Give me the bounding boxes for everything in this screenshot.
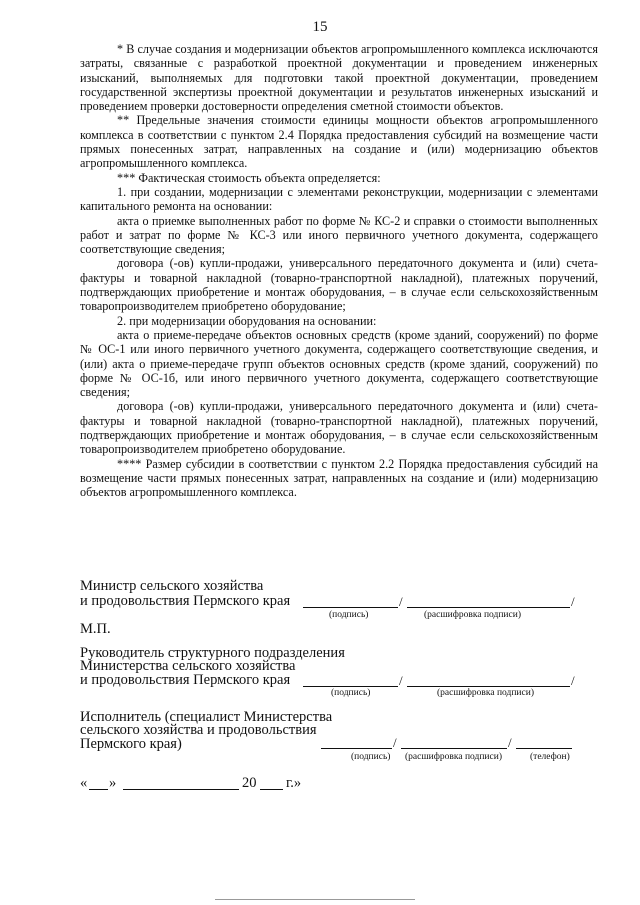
footnote-3-item-2-contract: договора (-ов) купли-продажи, универсального передаточного документа и (или) счета-фактуры и товарной накладной (товарно-транспортной накладной), платежных поручений, подтверждающих приобретение и монтаж оборудования, – в случае если сельскохозяйственным товаропроизводителем приобретено оборудование.	[80, 399, 598, 457]
date-block	[80, 776, 600, 796]
executor-signature-line[interactable]	[321, 748, 392, 749]
page-number: 15	[312, 19, 328, 35]
footnote-4: **** Размер субсидии в соответствии с пунктом 2.2 Порядка предоставления субсидий на возмещение части прямых понесенных затрат, направленных на создание и (или) модернизацию объектов агропромышленного комплекса.	[80, 456, 598, 500]
head-title-line2: Министерства сельского хозяйства	[80, 658, 296, 674]
date-close-quote: »	[109, 775, 117, 791]
footnote-3-item-2: 2. при модернизации оборудования на основании:	[117, 313, 377, 328]
executor-signature-block	[80, 710, 600, 765]
minister-name-line[interactable]	[407, 607, 570, 608]
footnote-2: ** Предельные значения стоимости единицы мощности объектов агропромышленного комплекса в соответствии с пунктом 2.4 Порядка предоставления субсидий на возмещение части прямых понесенных затрат, направленных на создание и (или) модернизацию объектов агропромышленного комплекса.	[80, 113, 598, 171]
executor-title-line2: сельского хозяйства и продовольствия	[80, 722, 317, 738]
minister-title-line2: и продовольствия Пермского края	[80, 593, 291, 609]
head-decode-caption: (расшифровка подписи)	[437, 688, 534, 698]
footnote-1: * В случае создания и модернизации объектов агропромышленного комплекса исключаются затраты, связанные с разработкой проектной документации и проведением инженерных изысканий, выполняемых для подготовки такой проектной документации, проведением государственной экспертизы проектной документации и результатов инженерных изысканий и проведением проверки достоверности определения сметной стоимости объектов.	[80, 42, 598, 114]
minister-title-line1: Министр сельского хозяйства	[80, 578, 264, 594]
stamp-block	[80, 622, 600, 640]
footnote-3-item-1: 1. при создании, модернизации с элементами реконструкции, модернизации с элементами капитального ремонта на основании:	[80, 184, 598, 214]
date-year-suffix: г.»	[286, 775, 302, 791]
bottom-rule	[215, 899, 415, 900]
separator-slash: /	[571, 594, 575, 609]
head-title-line1: Руководитель структурного подразделения	[80, 645, 345, 661]
executor-phone-line[interactable]	[516, 748, 572, 749]
executor-title-line3: Пермского края)	[80, 736, 182, 752]
head-signature-caption: (подпись)	[331, 688, 371, 698]
footnote-3-item-1-act: акта о приемке выполненных работ по форме № КС-2 и справки о стоимости выполненных работ и затрат по форме № КС-3 или иного первичного учетного документа, содержащего соответствующие сведения;	[80, 213, 598, 257]
executor-phone-caption: (телефон)	[530, 752, 570, 762]
executor-title-line1: Исполнитель (специалист Министерства	[80, 709, 333, 725]
separator-slash: /	[508, 735, 512, 750]
date-open-quote: «	[80, 775, 88, 791]
footnote-3-item-2-act: акта о приеме-передаче объектов основных средств (кроме зданий, сооружений) по форме № ОС-1 или иного первичного учетного документа, содержащего соответствующие сведения, и (или) акта о приеме-передаче групп объектов основных средств (кроме зданий, сооружений) по форме № ОС-1б, или иного первичного учетного документа, содержащего соответствующие сведения;	[80, 327, 598, 400]
separator-slash: /	[399, 594, 403, 609]
head-signature-line[interactable]	[303, 686, 398, 687]
minister-signature-caption: (подпись)	[329, 610, 369, 620]
separator-slash: /	[399, 673, 403, 688]
date-day-line[interactable]	[89, 789, 108, 790]
separator-slash: /	[571, 673, 575, 688]
executor-decode-caption: (расшифровка подписи)	[405, 752, 502, 762]
minister-decode-caption: (расшифровка подписи)	[424, 610, 521, 620]
head-title-line3: и продовольствия Пермского края	[80, 672, 291, 688]
date-year-prefix: 20	[242, 775, 257, 791]
footnote-3-heading: *** Фактическая стоимость объекта определяется:	[117, 170, 381, 185]
minister-signature-line[interactable]	[303, 607, 398, 608]
executor-signature-caption: (подпись)	[351, 752, 391, 762]
date-month-line[interactable]	[123, 789, 239, 790]
date-year-line[interactable]	[260, 789, 283, 790]
executor-name-line[interactable]	[401, 748, 507, 749]
footnote-3-item-1-contract: договора (-ов) купли-продажи, универсального передаточного документа и (или) счета-фактуры и товарной накладной (товарно-транспортной накладной), платежных поручений, подтверждающих приобретение и монтаж оборудования, – в случае если сельскохозяйственным товаропроизводителем приобретено оборудование;	[80, 256, 598, 314]
stamp-label: М.П.	[80, 621, 111, 637]
separator-slash: /	[393, 735, 397, 750]
head-name-line[interactable]	[407, 686, 570, 687]
footnotes-body	[80, 42, 598, 500]
head-signature-block	[80, 646, 600, 701]
